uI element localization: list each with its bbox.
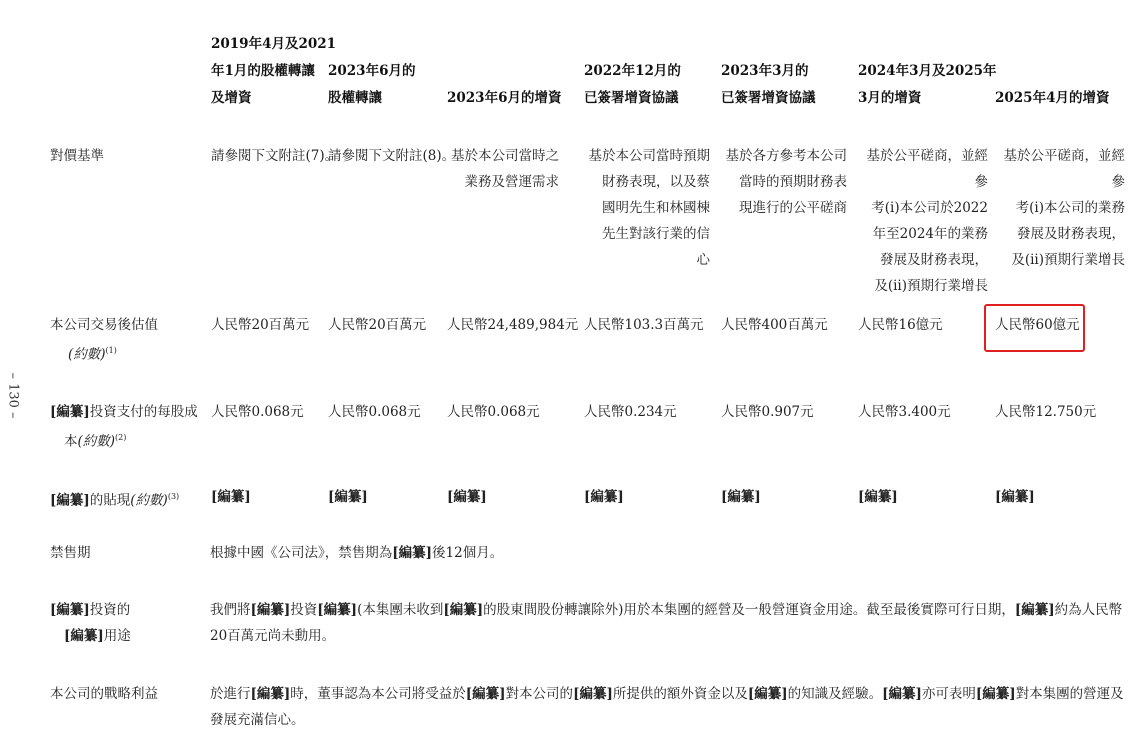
discount-cell-5: [編纂] — [721, 489, 761, 505]
basis-cell-5: 基於各方參考本公司 當時的預期財務表 現進行的公平磋商 — [725, 148, 847, 216]
approx-label: (約數) — [68, 346, 106, 363]
cost-label-line1 — [50, 399, 198, 425]
cost-cell-2: 人民幣0.068元 — [328, 404, 421, 420]
discount-cell-2: [編纂] — [328, 489, 368, 505]
cost-cell-4: 人民幣0.234元 — [584, 404, 677, 420]
column-header-1: 2019年4月及2021 年1月的股權轉讓 及增資 — [211, 36, 337, 106]
note-ref: (1) — [105, 346, 117, 355]
valuation-label-line1: 本公司交易後估值 — [50, 317, 158, 333]
note-ref: (3) — [167, 492, 180, 501]
row-label-discount — [50, 484, 179, 514]
discount-cell-4: [編纂] — [584, 489, 624, 505]
cost-cell-6: 人民幣3.400元 — [858, 404, 951, 420]
discount-cell-1: [編纂] — [211, 489, 251, 505]
highlight-box — [984, 304, 1085, 352]
basis-cell-4: 基於本公司當時預期 財務表現，以及蔡 國明先生和林國棟 先生對該行業的信 心 — [588, 148, 710, 268]
valuation-cell-6: 人民幣16億元 — [858, 317, 943, 333]
column-header-7: 2025年4月的增資 — [995, 90, 1110, 106]
cost-cell-5: 人民幣0.907元 — [721, 404, 814, 420]
basis-cell-3: 基於本公司當時之 業務及營運需求 — [451, 148, 559, 190]
column-header-3: 2023年6月的增資 — [447, 90, 562, 106]
row-label-lockup: 禁售期 — [50, 545, 91, 561]
redacted-mark: [編纂] — [50, 492, 90, 509]
cost-cell-1: 人民幣0.068元 — [211, 404, 304, 420]
cost-cell-7: 人民幣12.750元 — [995, 404, 1097, 420]
cost-label-line2 — [50, 425, 198, 455]
note-ref: (2) — [115, 433, 127, 442]
column-header-6: 2024年3月及2025年 3月的增資 — [858, 63, 997, 106]
column-header-2: 2023年6月的 股權轉讓 — [328, 63, 416, 106]
approx-label: (約數) — [77, 433, 116, 450]
valuation-cell-4: 人民幣103.3百萬元 — [584, 317, 704, 333]
column-header-4: 2022年12月的 已簽署增資協議 — [584, 63, 681, 106]
basis-cell-1: 請參閱下文附註(7)。 — [211, 148, 339, 164]
valuation-cell-7: 人民幣60億元 — [995, 317, 1080, 333]
row-label-use-of-proceeds: [編纂]投資的 [編纂]用途 — [50, 602, 131, 644]
discount-cell-7: [編纂] — [995, 489, 1035, 505]
discount-cell-6: [編纂] — [858, 489, 898, 505]
column-header-5: 2023年3月的 已簽署增資協議 — [721, 63, 816, 106]
row-label-consideration-basis: 對價基準 — [50, 148, 104, 164]
basis-cell-6: 基於公平磋商，並經參 考(i)本公司於2022 年至2024年的業務 發展及財務表現， 及(ii)預期行業增長 — [866, 148, 988, 294]
cost-label-text: 投資支付的每股成 — [89, 404, 198, 420]
discount-label-text: 的貼現 — [89, 492, 131, 509]
cost-cell-3: 人民幣0.068元 — [447, 404, 540, 420]
discount-cell-3: [編纂] — [447, 489, 487, 505]
valuation-cell-5: 人民幣400百萬元 — [721, 317, 828, 333]
valuation-cell-2: 人民幣20百萬元 — [328, 317, 427, 333]
basis-cell-2: 請參閱下文附註(8)。 — [328, 148, 456, 164]
redacted-mark: [編纂] — [50, 404, 90, 420]
basis-cell-7: 基於公平磋商，並經參 考(i)本公司的業務 發展及財務表現， 及(ii)預期行業增長 — [1003, 148, 1125, 268]
cost-label-text-2: 本 — [64, 433, 78, 450]
page-number: – 130 – — [5, 371, 21, 419]
use-of-proceeds-text: 我們將[編纂]投資[編纂](本集團未收到[編纂]的股東間股份轉讓除外)用於本集團的經營及一般營運資金用途。截至最後實際可行日期，[編纂]約為人民幣20百萬元尚未動用。 — [210, 602, 1123, 644]
valuation-cell-1: 人民幣20百萬元 — [211, 317, 310, 333]
valuation-cell-3: 人民幣24,489,984元 — [447, 317, 579, 333]
lockup-text: 根據中國《公司法》，禁售期為[編纂]後12個月。 — [210, 545, 504, 561]
row-label-valuation — [50, 312, 158, 368]
valuation-label-line2 — [50, 338, 158, 368]
strategic-benefits-text: 於進行[編纂]時，董事認為本公司將受益於[編纂]對本公司的[編纂]所提供的額外資金以及[編纂]的知識及經驗。[編纂]亦可表明[編纂]對本集團的營運及發展充滿信心。 — [210, 686, 1124, 728]
row-label-cost-per-share — [50, 399, 198, 455]
row-label-strategic-benefits: 本公司的戰略利益 — [50, 686, 158, 702]
approx-label: (約數) — [130, 492, 168, 509]
